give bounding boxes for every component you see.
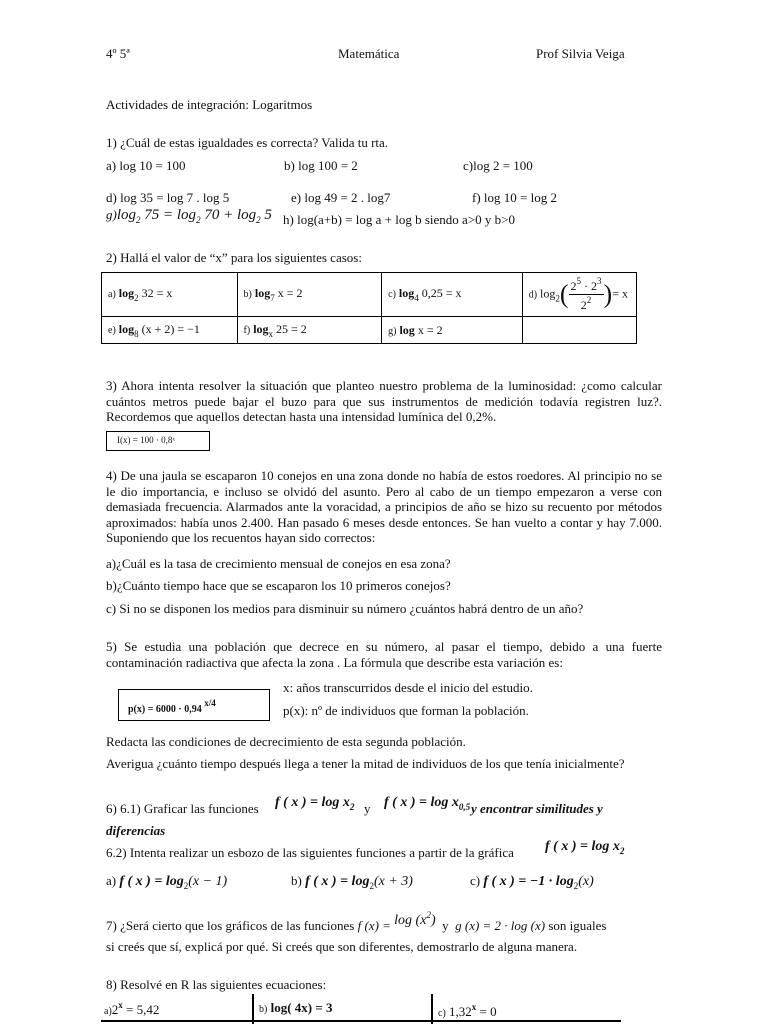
q3-formula-box: [106, 431, 210, 451]
q1-b: b) log 100 = 2: [284, 158, 358, 173]
q7-line2: si creés que sí, explicá por qué. Si creés que son diferentes, demostrarlo de alguna manera.: [106, 939, 578, 954]
q6-f3: f ( x ) = $\log x_2$: [545, 839, 625, 856]
q6-intro: 6) 6.1) Graficar las funciones: [106, 801, 259, 816]
q8-c: c) 1,32$^x$ = 0: [438, 1002, 497, 1019]
q1-f: f) log 10 = log 2: [472, 190, 557, 205]
q2-cell-g: g) log x = 2: [382, 317, 523, 344]
q3-text: 3) Ahora intenta resolver la situación que planteo nuestro problema de la luminosidad: ¿como calcular cuántos metros puede bajar el buzo para que sus instrumentos de medición todavía registren luz?. Recordemos que aquellos detectan hasta una intensidad lumínica del 0,2%.: [106, 378, 662, 424]
q6-f2: f ( x ) = $\log x_{0,5}$: [384, 795, 471, 812]
q6-f1: f ( x ) = $\log x_2$: [275, 795, 355, 812]
q5-formula-box: [118, 689, 270, 721]
q4-c: c) Si no se disponen los medios para disminuir su número ¿cuántos habrá dentro de un año?: [106, 601, 584, 616]
q2-cell-d: d) $\log_2$( $\frac{2^5 \cdot 2^3}{2^2}$ )= x: [522, 273, 636, 317]
teacher-label: Prof Silvia Veiga: [536, 46, 625, 61]
q2-cell-b: b) $\log_7 x = 2$: [237, 273, 382, 317]
q1-c: c)log 2 = 100: [463, 158, 533, 173]
page-title: Actividades de integración: Logaritmos: [106, 97, 313, 112]
q8-bottom-rule: [101, 1020, 621, 1022]
q5-redacta: Redacta las condiciones de decrecimiento de esta segunda población.: [106, 734, 466, 749]
q2-table: [101, 272, 637, 344]
q2-cell-c: c) $\log_4 0,25 = x$: [382, 273, 523, 317]
q5-formula: p(x) = 6000 · 0,94 $^{x/4}$: [128, 698, 216, 715]
q1-prompt: 1) ¿Cuál de estas igualdades es correcta? Valida tu rta.: [106, 135, 389, 150]
q7-line1: 7) ¿Será cierto que los gráficos de las funciones f $(x) = \log (x^2)$ y g (x) = 2 · log (x) son iguales: [106, 910, 607, 933]
subject-label: Matemática: [338, 46, 400, 61]
q6-tail2: diferencias: [106, 823, 166, 838]
q2-cell-f: f) $\log_x 25 = 2$: [237, 317, 382, 344]
q5-averigua: Averigua ¿cuánto tiempo después llega a tener la mitad de individuos de los que tenía inicialmente?: [106, 756, 625, 771]
q6-c: c) f ( x ) = $-1 \cdot \log_2(x)$: [470, 873, 594, 891]
q2-cell-empty: [522, 317, 636, 344]
q6-a: a) f ( x ) = $\log_2(x - 1)$: [106, 873, 228, 891]
q1-e: e) log 49 = 2 . log7: [291, 190, 391, 205]
q2-cell-e: e) $\log_8 (x + 2) = -1$: [102, 317, 238, 344]
q8-b: b) log( 4x) = 3: [259, 1000, 333, 1015]
q2-cell-a: a) $\log_2 32 = x$: [102, 273, 238, 317]
q8-a: a)2$^x$ = 5,42: [104, 1000, 160, 1017]
q6-tail: y encontrar similitudes y: [471, 801, 603, 816]
q6-intro2: 6.2) Intenta realizar un esbozo de las siguientes funciones a partir de la gráfica: [106, 845, 514, 860]
q4-a: a)¿Cuál es la tasa de crecimiento mensual de conejos en esa zona?: [106, 556, 451, 571]
q1-a: a) log 10 = 100: [106, 158, 186, 173]
q1-d: d) log 35 = log 7 . log 5: [106, 190, 230, 205]
q5-x-desc: x: años transcurridos desde el inicio del estudio.: [283, 680, 533, 695]
q3-formula: I(x) = 100 · 0,8ˣ: [117, 435, 175, 445]
q2-prompt: 2) Hallá el valor de “x” para los siguientes casos:: [106, 250, 362, 265]
q5-text: 5) Se estudia una población que decrece en su número, al pasar el tiempo, debido a una fuerte contaminación radiactiva que afecta la zona . La fórmula que describe esta variación es:: [106, 639, 662, 670]
course-label: 4º 5ª: [106, 46, 130, 61]
q1-h: h) log(a+b) = log a + log b siendo a>0 y b>0: [283, 212, 515, 227]
q4-b: b)¿Cuánto tiempo hace que se escaparon los 10 primeros conejos?: [106, 578, 451, 593]
q4-text: 4) De una jaula se escaparon 10 conejos en una zona donde no había de estos roedores. Al principio no se le dio importancia, e incluso se olvidó del asunto. Pero al cabo de un tiempo empezaron a verse con demasiada frecuencia. Alarmados ante la voracidad, a principios de año se hizo su recuento por métodos aproximados: había unos 2.400. Han pasado 6 meses desde entonces. Se han vuelto a contar y hay 7.000. Suponiendo que los recuentos hayan sido correctos:: [106, 468, 662, 545]
q6-y: y: [364, 801, 371, 816]
q5-px-desc: p(x): nº de individuos que forman la población.: [283, 703, 529, 718]
q1-g: $g)\log_2$ $75 = \log_2 70 + \log_2 5$: [106, 207, 272, 225]
q6-b: b) f ( x ) = $\log_2(x + 3)$: [291, 873, 413, 891]
q8-prompt: 8) Resolvé en R las siguientes ecuaciones:: [106, 977, 327, 992]
